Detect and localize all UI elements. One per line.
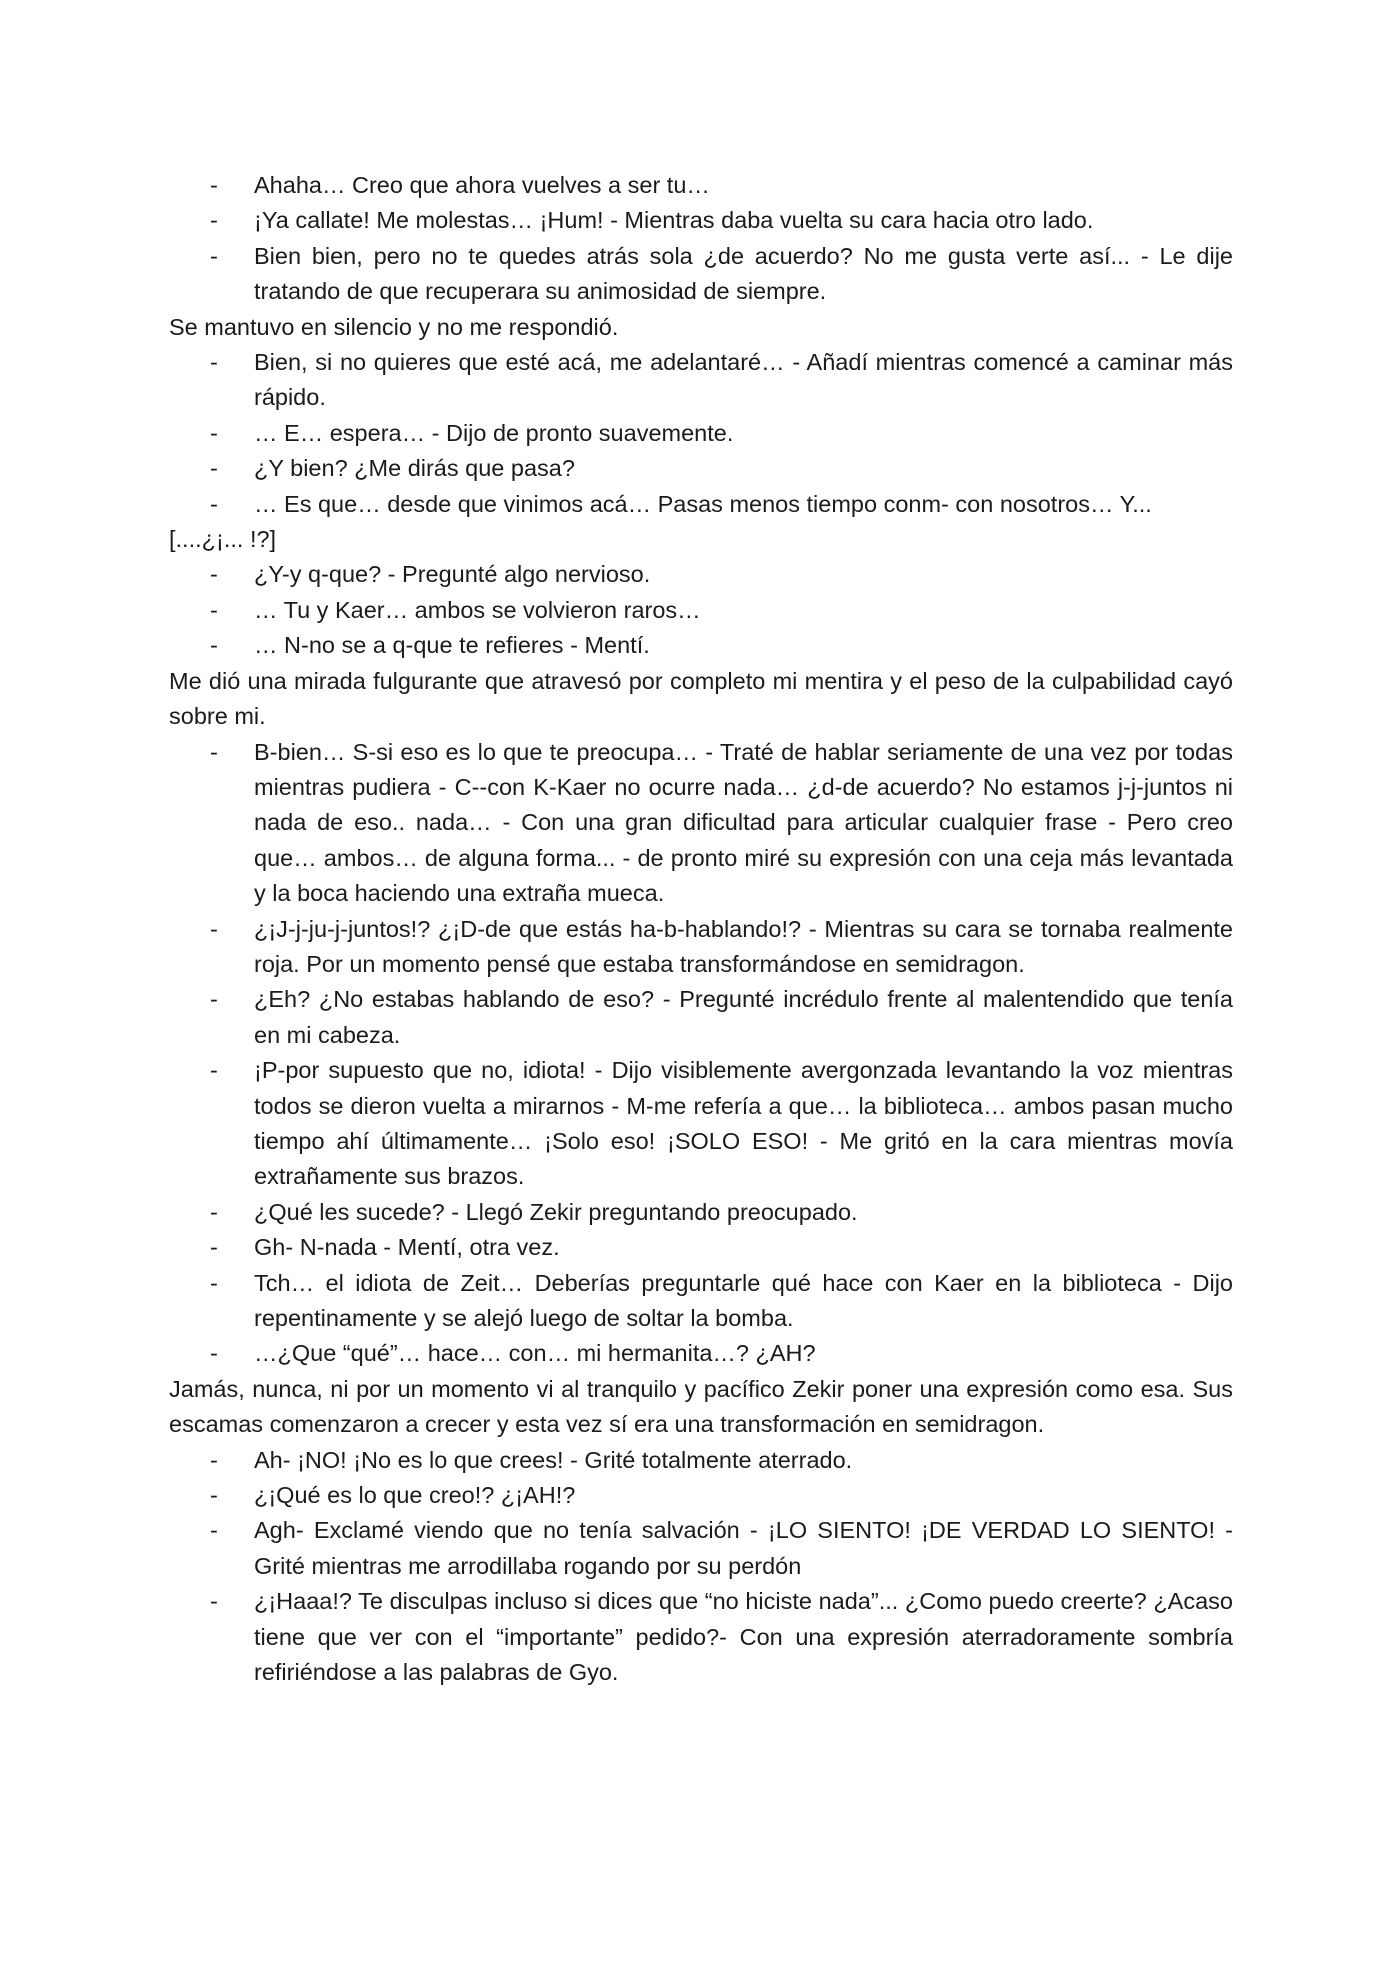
- dialogue-dash: -: [210, 419, 218, 446]
- dialogue-line: [169, 1584, 1233, 1690]
- dialogue-text: … E… espera… - Dijo de pronto suavemente.: [254, 419, 734, 446]
- dialogue-line: [169, 203, 1233, 238]
- narration-paragraph: Me dió una mirada fulgurante que atravesó por completo mi mentira y el peso de la culpabilidad cayó sobre mi.: [169, 667, 1233, 730]
- dialogue-dash: -: [210, 1517, 218, 1544]
- dialogue-line: [169, 487, 1233, 522]
- dialogue-text: Ah- ¡NO! ¡No es lo que crees! - Grité totalmente aterrado.: [254, 1446, 853, 1473]
- dialogue-line: [169, 1336, 1233, 1371]
- dialogue-text: ¿¡J-j-ju-j-juntos!? ¿¡D-de que estás ha-b-hablando!? - Mientras su cara se tornaba realmente roja. Por un momento pensé que estaba transformándose en semidragon.: [254, 915, 1233, 977]
- narration-paragraph: Se mantuvo en silencio y no me respondió.: [169, 313, 619, 340]
- dialogue-dash: -: [210, 455, 218, 482]
- dialogue-text: ¿Y-y q-que? - Pregunté algo nervioso.: [254, 561, 651, 588]
- dialogue-text: …¿Que “qué”… hace… con… mi hermanita…? ¿AH?: [254, 1340, 816, 1367]
- dialogue-dash: -: [210, 1198, 218, 1225]
- document-body: [169, 168, 1233, 1690]
- dialogue-line: [169, 416, 1233, 451]
- dialogue-text: … Es que… desde que vinimos acá… Pasas menos tiempo conm- con nosotros… Y...: [254, 490, 1152, 517]
- dialogue-dash: -: [210, 632, 218, 659]
- dialogue-text: Ahaha… Creo que ahora vuelves a ser tu…: [254, 172, 710, 198]
- dialogue-line: [169, 982, 1233, 1053]
- dialogue-text: ¿Qué les sucede? - Llegó Zekir preguntando preocupado.: [254, 1198, 858, 1225]
- dialogue-line: [169, 593, 1233, 628]
- dialogue-text: ¿¡Haaa!? Te disculpas incluso si dices que “no hiciste nada”... ¿Como puedo creerte? ¿Acaso tiene que ver con el “importante” pedido?- Con una expresión aterradoramente sombría refiriéndose a las palabras de Gyo.: [254, 1588, 1233, 1686]
- dialogue-line: [169, 1478, 1233, 1513]
- dialogue-dash: -: [210, 242, 218, 269]
- dialogue-text: Bien, si no quieres que esté acá, me adelantaré… - Añadí mientras comencé a caminar más rápido.: [254, 349, 1233, 411]
- dialogue-text: Tch… el idiota de Zeit… Deberías preguntarle qué hace con Kaer en la biblioteca - Dijo repentinamente y se alejó luego de soltar la bomba.: [254, 1269, 1233, 1331]
- dialogue-dash: -: [210, 207, 218, 234]
- dialogue-line: [169, 912, 1233, 983]
- dialogue-line: [169, 451, 1233, 486]
- dialogue-line: [169, 1230, 1233, 1265]
- dialogue-dash: -: [210, 738, 218, 765]
- dialogue-line: [169, 1443, 1233, 1478]
- dialogue-text: … N-no se a q-que te refieres - Mentí.: [254, 632, 650, 659]
- dialogue-line: [169, 239, 1233, 310]
- narration-paragraph: [....¿¡... !?]: [169, 526, 277, 553]
- dialogue-text: ¡Ya callate! Me molestas… ¡Hum! - Mientras daba vuelta su cara hacia otro lado.: [254, 207, 1094, 234]
- dialogue-line: [169, 557, 1233, 592]
- dialogue-text: ¡P-por supuesto que no, idiota! - Dijo visiblemente avergonzada levantando la voz mientras todos se dieron vuelta a mirarnos - M-me refería a que… la biblioteca… ambos pasan mucho tiempo ahí últimamente… ¡Solo eso! ¡SOLO ESO! - Me gritó en la cara mientras movía extrañamente sus brazos.: [254, 1057, 1233, 1190]
- dialogue-text: ¿Y bien? ¿Me dirás que pasa?: [254, 455, 575, 482]
- dialogue-dash: -: [210, 1234, 218, 1261]
- dialogue-dash: -: [210, 561, 218, 588]
- dialogue-text: ¿Eh? ¿No estabas hablando de eso? - Pregunté incrédulo frente al malentendido que tenía en mi cabeza.: [254, 986, 1233, 1048]
- dialogue-line: [169, 345, 1233, 416]
- dialogue-line: [169, 168, 1233, 203]
- dialogue-dash: -: [210, 490, 218, 517]
- dialogue-dash: -: [210, 596, 218, 623]
- dialogue-text: Bien bien, pero no te quedes atrás sola ¿de acuerdo? No me gusta verte así... - Le dije tratando de que recuperara su animosidad de siempre.: [254, 242, 1233, 305]
- dialogue-line: [169, 628, 1233, 663]
- dialogue-dash: -: [210, 1340, 218, 1367]
- dialogue-line: [169, 1195, 1233, 1230]
- dialogue-text: Agh- Exclamé viendo que no tenía salvación - ¡LO SIENTO! ¡DE VERDAD LO SIENTO! - Grité mientras me arrodillaba rogando por su perdón: [254, 1517, 1233, 1579]
- dialogue-dash: -: [210, 1269, 218, 1296]
- dialogue-line: [169, 1266, 1233, 1337]
- dialogue-line: [169, 1053, 1233, 1195]
- dialogue-text: ¿¡Qué es lo que creo!? ¿¡AH!?: [254, 1482, 576, 1509]
- dialogue-text: B-bien… S-si eso es lo que te preocupa… - Traté de hablar seriamente de una vez por todas mientras pudiera - C--con K-Kaer no ocurre nada… ¿d-de acuerdo? No estamos j-j-juntos ni nada de eso.. nada… - Con una gran dificultad para articular cualquier frase - Pero creo que… ambos… de alguna forma... - de pronto miré su expresión con una ceja más levantada y la boca haciendo una extraña mueca.: [254, 738, 1233, 907]
- dialogue-line: [169, 1513, 1233, 1584]
- dialogue-dash: -: [210, 986, 218, 1013]
- dialogue-text: … Tu y Kaer… ambos se volvieron raros…: [254, 596, 701, 623]
- dialogue-dash: -: [210, 1446, 218, 1473]
- dialogue-dash: -: [210, 1482, 218, 1509]
- dialogue-dash: -: [210, 915, 218, 942]
- dialogue-dash: -: [210, 172, 218, 198]
- dialogue-line: [169, 735, 1233, 912]
- dialogue-dash: -: [210, 1588, 218, 1615]
- dialogue-dash: -: [210, 349, 218, 376]
- dialogue-text: Gh- N-nada - Mentí, otra vez.: [254, 1234, 560, 1261]
- dialogue-dash: -: [210, 1057, 218, 1084]
- narration-paragraph: Jamás, nunca, ni por un momento vi al tranquilo y pacífico Zekir poner una expresión como esa. Sus escamas comenzaron a crecer y esta vez sí era una transformación en semidragon.: [169, 1375, 1233, 1438]
